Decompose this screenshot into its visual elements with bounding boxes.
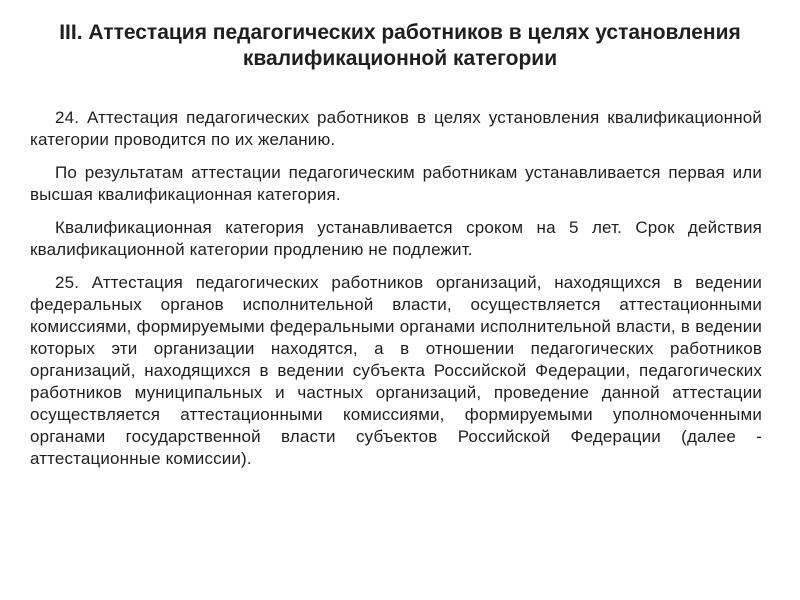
paragraph-category-term: Квалификационная категория устанавливается сроком на 5 лет. Срок действия квалификационной категории продлению не подлежит.	[30, 218, 762, 259]
slide-body	[30, 107, 762, 470]
paragraph-24: 24. Аттестация педагогических работников в целях установления квалификационной категории проводится по их желанию.	[30, 108, 762, 149]
paragraph-25: 25. Аттестация педагогических работников организаций, находящихся в ведении федеральных органов исполнительной власти, осуществляется аттестационными комиссиями, формируемыми федеральными органами исполнительной власти, в ведении которых эти организации находятся, а в отношении педагогических работников организаций, находящихся в ведении субъекта Российской Федерации, педагогических работников муниципальных и частных организаций, проведение данной аттестации осуществляется аттестационными комиссиями, формируемыми уполномоченными органами государственной власти субъектов Российской Федерации (далее - аттестационные комиссии).	[30, 273, 762, 468]
slide-title: III. Аттестация педагогических работников в целях установления квалификационной категории	[59, 21, 741, 70]
paragraph-results: По результатам аттестации педагогическим работникам устанавливается первая или высшая квалификационная категория.	[30, 163, 762, 204]
